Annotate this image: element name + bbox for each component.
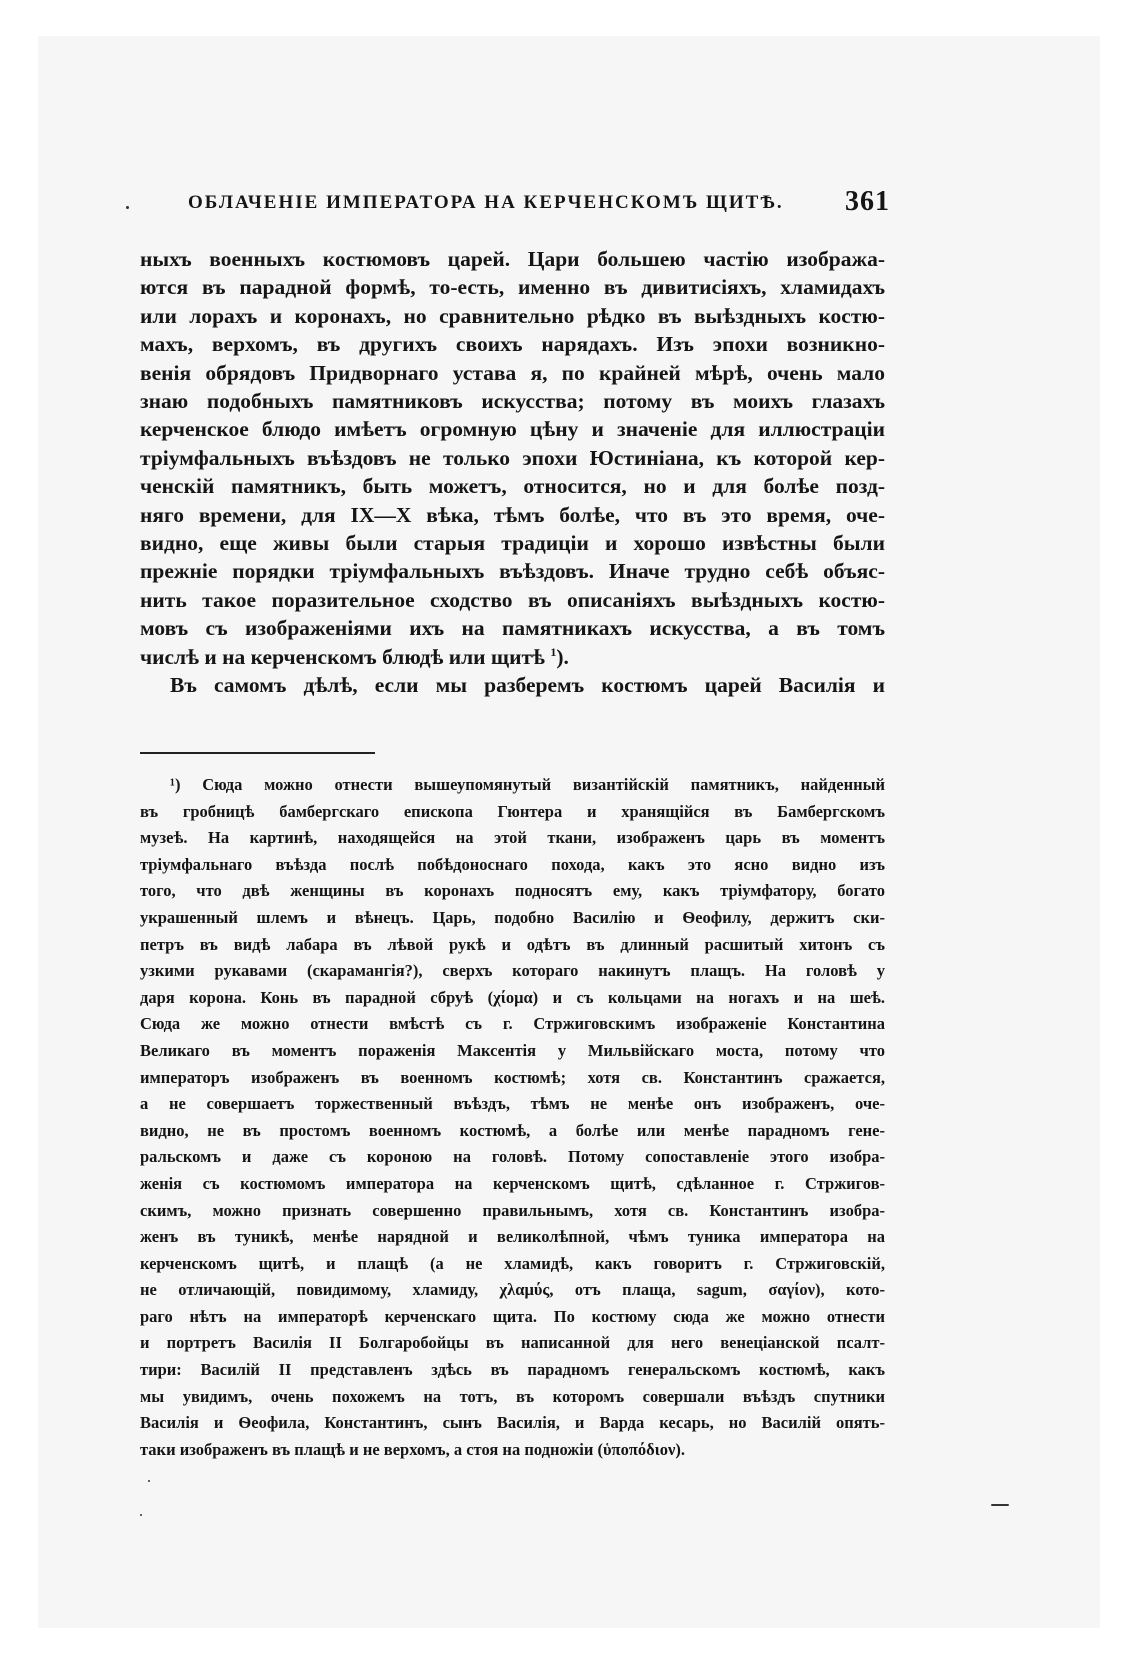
footnote-line: музеѣ. На картинѣ, находящейся на этой ткани, изображенъ царь въ моментъ — [140, 828, 885, 848]
scan-speck — [140, 1514, 142, 1516]
footnote-line: видно, не въ простомъ военномъ костюмѣ, а болѣе или менѣе парадномъ гене- — [140, 1120, 885, 1140]
text-line: венія обрядовъ Придворнаго устава я, по крайней мѣрѣ, очень мало — [140, 360, 885, 385]
text-line: керченское блюдо имѣетъ огромную цѣну и значеніе для иллюстраціи — [140, 417, 885, 442]
page-header — [150, 186, 890, 226]
footnote-line: раго нѣтъ на императорѣ керченскаго щита. По костюму сюда же можно отнести — [140, 1306, 885, 1326]
text-line: тріумфальныхъ въѣздовъ не только эпохи Юстиніана, къ которой кер- — [140, 445, 885, 470]
text-line-last — [140, 643, 885, 671]
main-text — [140, 245, 885, 700]
footnote-line-last: таки изображенъ въ плащѣ и не верхомъ, а стоя на подножіи (ὑποπόδιον). — [140, 1439, 686, 1459]
paragraph-end-text: числѣ и на керченскомъ блюдѣ или щитѣ — [140, 644, 545, 669]
footnote-line: въ гробницѣ бамбергскаго епископа Гюнтера и хранящійся въ Бамбергскомъ — [140, 801, 885, 821]
scan-speck — [126, 206, 129, 209]
footnote-line: петръ въ видѣ лабара въ лѣвой рукѣ и одѣтъ въ длинный расшитый хитонъ съ — [140, 934, 885, 954]
footnote-line: не отличающій, повидимому, хламиду, χλαμύς, отъ плаща, sagum, σαγίον), кото- — [140, 1280, 885, 1300]
paragraph-start-line: Въ самомъ дѣлѣ, если мы разберемъ костюмъ царей Василія и — [170, 673, 885, 698]
text-line: прежніе порядки тріумфальныхъ въѣздовъ. Иначе трудно себѣ объяс- — [140, 559, 885, 584]
footnote-line: тріумфальнаго въѣзда послѣ побѣдоноснаго похода, какъ это ясно видно изъ — [140, 854, 885, 874]
text-line: мовъ съ изображеніями ихъ на памятникахъ искусства, а въ томъ — [140, 616, 885, 641]
footnote-line: мы увидимъ, очень похожемъ на тотъ, въ которомъ совершали въѣздъ спутники — [140, 1386, 885, 1406]
text-line: няго времени, для IX—X вѣка, тѣмъ болѣе, что въ это время, оче- — [140, 502, 885, 527]
footnote-line: ¹) Сюда можно отнести вышеупомянутый византійскій памятникъ, найденный — [170, 775, 885, 794]
text-line: ченскій памятникъ, быть можетъ, относится, но и для болѣе позд- — [140, 474, 885, 499]
footnote-line: даря корона. Конь въ парадной сбруѣ (χίομα) и съ кольцами на ногахъ и на шеѣ. — [140, 987, 885, 1007]
footnote-line: керченскомъ щитѣ, и плащѣ (а не хламидѣ, какъ говоритъ г. Стржиговскій, — [140, 1253, 885, 1273]
footnote-reference[interactable]: 1 — [550, 644, 557, 659]
footnote-line: Великаго въ моментъ пораженія Максентія у Мильвійскаго моста, потому что — [140, 1040, 885, 1060]
text-line: или лорахъ и коронахъ, но сравнительно рѣдко въ выѣздныхъ костю- — [140, 303, 885, 328]
text-line: нить такое поразительное сходство въ описаніяхъ выѣздныхъ костю- — [140, 587, 885, 612]
text-line: махъ, верхомъ, въ другихъ своихъ нарядахъ. Изъ эпохи возникно- — [140, 332, 885, 357]
footnote-line: Василія и Ѳеофила, Константинъ, сынъ Василія, и Варда кесарь, но Василій опять- — [140, 1413, 885, 1433]
footnote-line: узкими рукавами (скарамангія?), сверхъ котораго накинутъ плащъ. На головѣ у — [140, 961, 885, 981]
footnote-line: украшенный шлемъ и вѣнецъ. Царь, подобно Василію и Ѳеофилу, держитъ ски- — [140, 907, 885, 927]
footnote — [140, 772, 885, 1463]
footnote-line: того, что двѣ женщины въ коронахъ подносятъ ему, какъ тріумфатору, богато — [140, 881, 885, 901]
text-line: ются въ парадной формѣ, то-есть, именно въ дивитисіяхъ, хламидахъ — [140, 275, 885, 300]
scan-speck — [148, 1480, 150, 1482]
running-title: ОБЛАЧЕНІЕ ИМПЕРАТОРА НА КЕРЧЕНСКОМЪ ЩИТѢ. — [188, 192, 784, 213]
text-line: видно, еще живы были старыя традиціи и хорошо извѣстны были — [140, 531, 885, 556]
footnote-line: тири: Василій II представленъ здѣсь въ парадномъ генеральскомъ костюмѣ, какъ — [140, 1360, 885, 1380]
text-line: знаю подобныхъ памятниковъ искусства; потому въ моихъ глазахъ — [140, 389, 885, 414]
footnote-line: женія съ костюмомъ императора на керченскомъ щитѣ, сдѣланное г. Стржигов- — [140, 1173, 885, 1193]
footnote-line: ральскомъ и даже съ короною на головѣ. Потому сопоставленіе этого изобра- — [140, 1147, 885, 1167]
text-line: ныхъ военныхъ костюмовъ царей. Цари большею частію изобража- — [140, 247, 885, 271]
page-number: 361 — [845, 186, 890, 217]
footnote-line: императоръ изображенъ въ военномъ костюмѣ; хотя св. Константинъ сражается, — [140, 1067, 885, 1087]
scan-speck — [991, 1504, 1009, 1506]
footnote-line: женъ въ туникѣ, менѣе нарядной и великолѣпной, чѣмъ туника императора на — [140, 1227, 885, 1247]
footnote-line: скимъ, можно признать совершенно правильнымъ, хотя св. Константинъ изобра- — [140, 1200, 885, 1220]
footnote-line: и портретъ Василія II Болгаробойцы въ написанной для него венеціанской псалт- — [140, 1333, 885, 1353]
footnote-line: Сюда же можно отнести вмѣстѣ съ г. Стржиговскимъ изображеніе Константина — [140, 1014, 885, 1034]
paragraph-end-punct: ). — [556, 644, 569, 669]
footnote-separator — [140, 752, 375, 754]
footnote-line: а не совершаетъ торжественный въѣздъ, тѣмъ не менѣе онъ изображенъ, оче- — [140, 1094, 885, 1114]
